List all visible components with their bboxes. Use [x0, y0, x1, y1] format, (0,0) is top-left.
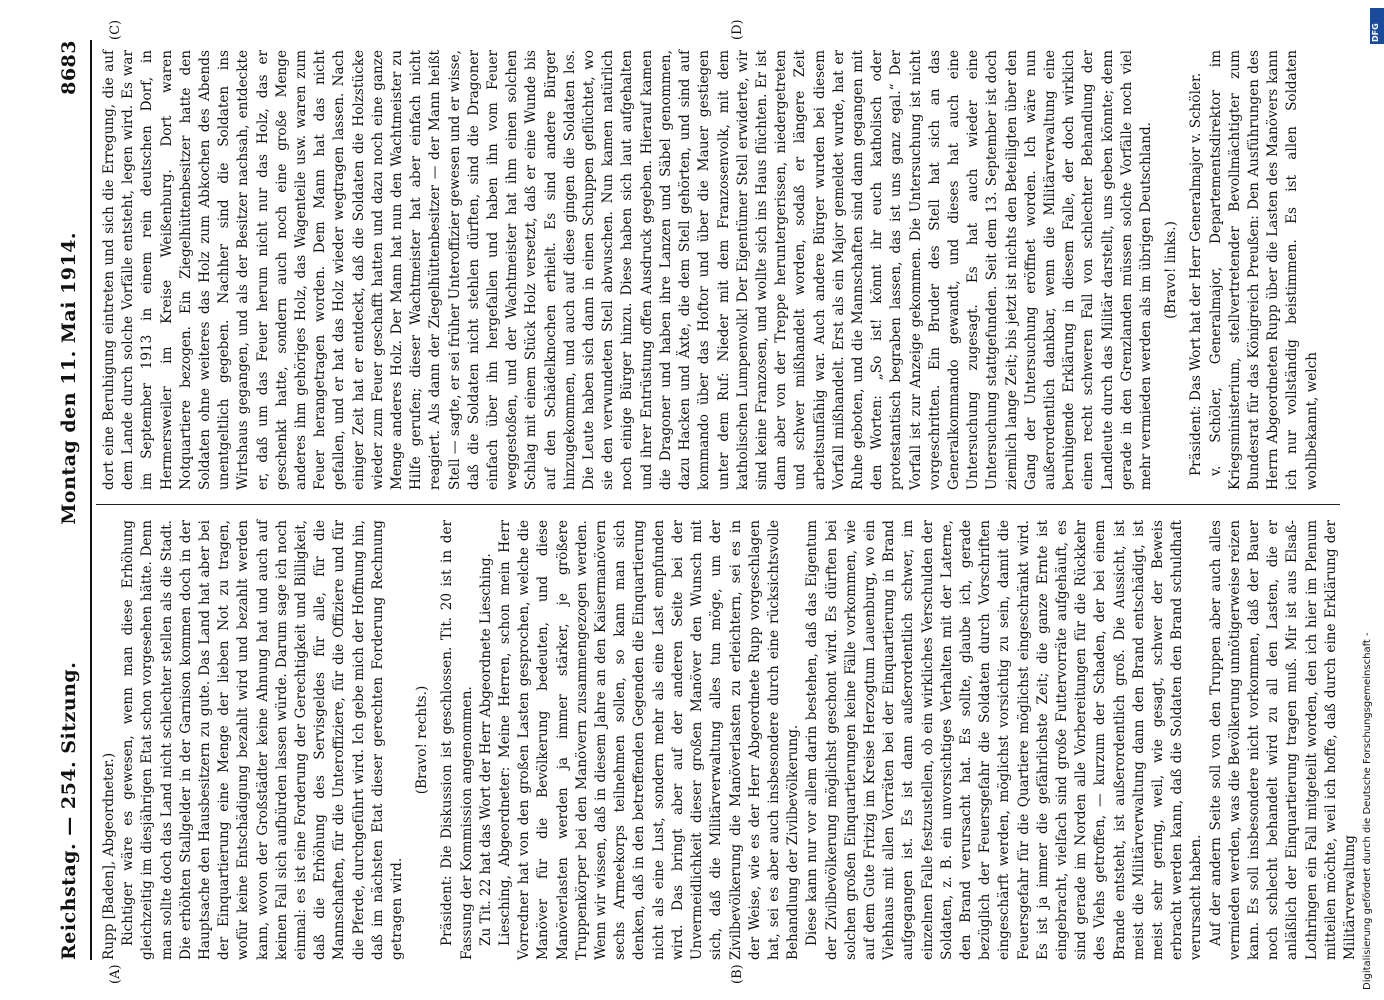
attribution-text: Digitalisierung gefördert durch die Deutsche Forschungsgemeinschaft - [1362, 632, 1373, 990]
president-remark: Präsident: Das Wort hat der Herr Generalmajor v. Schöler. [1188, 72, 1205, 476]
applause: (Bravo! rechts.) [414, 685, 431, 795]
paragraph: Liesching, Abgeordneter: Meine Herren, schon mein Herr Vorredner hat von den großen Lasten gesprochen, welche die Manöver für die Bevölkerung bedeuten, und diese Manöverlasten werden ja immer stärker, je größere Truppenkörper bei den Manövern zusammengezogen werden. Wenn wir wissen, daß in diesem Jahre an den Kaisermanövern sechs Armeekorps teilnehmen sollen, so kann man sich denken, daß in den betreffenden Gegenden die Einquartierung nicht als eine Lust, sondern mehr als eine Last empfunden wird. Das bringt aber auf der anderen Seite bei der Unvermeidlichkeit dieser großen Manöver den Wunsch mit sich, daß die Militärverwaltung alles tun möge, um der Zivilbevölkerung die Manöverlasten zu erleichtern, sei es in der Weise, wie es der Herr Abgeordnete Rupp vorgeschlagen hat, sei es aber auch insbesondere durch eine rücksichtsvolle Behandlung der Zivilbevölkerung. [497, 520, 802, 960]
marker-c: (C) [108, 19, 123, 40]
header-center: Montag den 11. Mai 1914. [58, 231, 80, 525]
page-number: 8683 [58, 40, 80, 95]
marker-d: (D) [730, 19, 745, 40]
right-column [100, 50, 1340, 490]
header-left: Reichstag. — 254. Sitzung. [58, 661, 80, 960]
paragraph: Richtiger wäre es gewesen, wenn man diese Erhöhung gleichzeitig im diesjährigen Etat schon vorgesehen hätte. Denn man sollte doch das Land nicht schlechter stellen als die Stadt. Die erhöhten Stallgelder in der Garnison kommen doch in der Hauptsache den Hausbesitzern zu gute. Das Land hat aber bei der Einquartierung eine Menge der lieben Not zu tragen, wofür keine Entschädigung bezahlt wird und bezahlt werden kann, wovon der Großstädter keine Ahnung hat und auch auf keinen Fall sich aufbürden lassen würde. Darum sage ich noch einmal: es ist eine Forderung der Gerechtigkeit und Billigkeit, daß die Erhöhung des Servisgeldes für alle, für die Mannschaften, für die Unteroffiziere, für die Offiziere und für die Pferde, durchgeführt wird. Ich gebe mich der Hoffnung hin, daß im nächsten Etat dieser gerechten Forderung Rechnung getragen wird. [120, 520, 406, 960]
applause: (Bravo! links.) [1163, 221, 1180, 319]
paragraph: Auf der andern Seite soll von den Truppen aber auch alles vermieden werden, was die Bevölkerung unnötigerweise reizen kann. Es soll insbesondere nicht vorkommen, daß der Bauer noch schlecht behandelt wird zu all den Lasten, die er anläßlich der Einquartierung tragen muß. Mir ist aus Elsaß-Lothringen ein Fall mitgeteilt worden, den ich hier im Plenum mitteilen möchte, weil ich hoffe, daß durch eine Erklärung der Militärverwaltung [1207, 520, 1358, 960]
paragraph: v. Schöler, Generalmajor, Departementsdirektor im Kriegsministerium, stellvertretender Bevollmächtigter zum Bundesrat für das Königreich Preußen: Den Ausführungen des Herrn Abgeordneten Rupp über die Lasten des Manövers kann ich nur vollständig beistimmen. Es ist allen Soldaten wohlbekannt, welch [1207, 50, 1320, 490]
paragraph: Diese kann nur vor allem darin bestehen, daß das Eigentum der Zivilbevölkerung möglichst geschont wird. Es dürften bei solchen großen Einquartierungen keine Fälle vorkommen, wie auf dem Gute Fritzig im Kreise Herzogtum Lauenburg, wo ein Viehhaus mit allen Vorräten bei der Einquartierung in Brand aufgegangen ist. Es ist dann außerordentlich schwer, im einzelnen Falle festzustellen, ob ein wirkliches Verschulden der Soldaten, z. B. ein unvorsichtiges Verhalten mit der Laterne, den Brand verursacht hat. Es sollte, glaube ich, gerade bezüglich der Feuersgefahr die Soldaten durch Vorschriften eingeschärft werden, möglichst vorsichtig zu sein, damit die Feuersgefahr für die Quartiere möglichst eingeschränkt wird. Es ist ja immer die gefährlichste Zeit; die ganze Ernte ist eingebracht, vielfach sind große Futtervorräte aufgehäuft, es sind gerade im Norden alle Vorbereitungen für die Rückkehr des Viehs getroffen, — kurzum der Schaden, der bei einem Brande entsteht, ist außerordentlich groß. Die Aussicht, ist meist die Militärverwaltung dann den Brand entschädigt, ist meist sehr gering, weil, wie gesagt, schwer der Beweis erbracht werden kann, daß die Soldaten den Brand schuldhaft verursacht haben. [804, 520, 1205, 960]
dfg-logo-text: DFG [1371, 23, 1380, 42]
president-remark: Präsident: Die Diskussion ist geschlossen. Tit. 20 ist in der Fassung der Kommission angenommen. [439, 520, 475, 960]
left-column [100, 520, 1358, 960]
column-divider [96, 504, 1340, 505]
marker-b: (B) [730, 964, 745, 984]
attribution-strip [1360, 0, 1374, 1000]
speaker-line: Rupp [Baden], Abgeordneter.) [101, 752, 117, 960]
paragraph: Zu Tit. 22 hat das Wort der Herr Abgeordnete Liesching. [477, 553, 494, 946]
header-rule [90, 40, 92, 960]
paragraph: dort eine Beruhigung eintreten und sich die Erregung, die auf dem Lande durch solche Vorfälle entsteht, legen wird. Es war im September 1913 in einem rein deutschen Dorf, in Hermersweiler im Kreise Weißenburg. Dort waren Notquartiere bezogen. Ein Ziegelhüttenbesitzer hatte den Soldaten ohne weiteres das Holz zum Abkochen des Abends unentgeltlich gegeben. Nachher sind die Soldaten ins Wirtshaus gegangen, und als der Besitzer nachsah, entdeckte er, daß um das Feuer herum nicht nur das Holz, das er geschenkt hatte, sondern auch noch eine große Menge anderes ihm gehöriges Holz, das Wagenteile usw. waren zum Feuer herangetragen worden. Dem Mann hat das nicht gefallen, und er hat das Holz wieder wegtragen lassen. Nach einiger Zeit hat er entdeckt, daß die Soldaten die Holzstücke wieder zum Feuer geschafft hatten und dazu noch eine ganze Menge anderes Holz. Der Mann hat nun den Wachtmeister zu Hilfe gerufen; dieser Wachtmeister hat aber einfach nicht reagiert. Als dann der Ziegelhüttenbesitzer — der Mann heißt Stell — sagte, er sei früher Unteroffizier gewesen und er wisse, daß die Soldaten nicht stehlen dürften, sind die Dragoner einfach über ihn hergefallen und haben ihn vom Feuer weggestoßen, und der Wachtmeister hat ihm einen solchen Schlag mit einem Stück Holz versetzt, daß er eine Wunde bis auf den Schädelknochen erhielt. Es sind andere Bürger hinzugekommen, und auch auf diese gingen die Soldaten los. Die Leute haben sich dann in einen Schuppen geflüchtet, wo sie den verwundeten Stell abwuschen. Nun kamen natürlich noch einige Bürger hinzu. Diese haben sich laut aufgehalten und ihrer Entrüstung offen Ausdruck gegeben. Hierauf kamen die Dragoner und haben ihre Lanzen und Säbel genommen, dazu Hacken und Äxte, die dem Stell gehörten, und sind auf kommando über das Hoftor und über die Mauer gestiegen unter dem Ruf: Nieder mit dem Franzosenvolk, mit dem katholischen Lumpenvolk! Der Eigentümer Stell erwiderte, wir sind keine Franzosen, und wollte sich ins Haus flüchten. Er ist dann aber von der Treppe heruntergerissen, niedergetreten und schwer mißhandelt worden, sodaß er längere Zeit arbeitsunfähig war. Auch andere Bürger wurden bei diesem Vorfall mißhandelt. Erst als ein Major gemeldet wurde, hat er Ruhe geboten, und die Mannschaften sind dann gegangen mit den Worten: „So ist! könnt ihr euch katholisch oder protestantisch begraben lassen, das ist uns ganz egal.“ Der Vorfall ist zur Anzeige gekommen. Die Untersuchung ist nicht vorgeschritten. Ein Bruder des Stell hat sich an das Generalkommando gewandt, und dieses hat auch eine Untersuchung zugesagt. Es hat auch wieder eine Untersuchung stattgefunden. Seit dem 13. September ist doch ziemlich lange Zeit; bis jetzt ist nichts den Beteiligten über den Gang der Untersuchung eröffnet worden. Ich wäre nun außerordentlich dankbar, wenn die Militärverwaltung eine beruhigende Erklärung in diesem Falle, der doch wirklich einen recht schweren Fall von schlechter Behandlung der Landleute durch das Militär darstellt, uns geben könnte; denn gerade in den Grenzlanden müssen solche Vorfälle noch viel mehr vermieden werden als im übrigen Deutschland. [101, 50, 1154, 490]
marker-a: (A) [108, 964, 123, 984]
page-header [52, 40, 86, 960]
rotated-document-page [30, 0, 1358, 1000]
